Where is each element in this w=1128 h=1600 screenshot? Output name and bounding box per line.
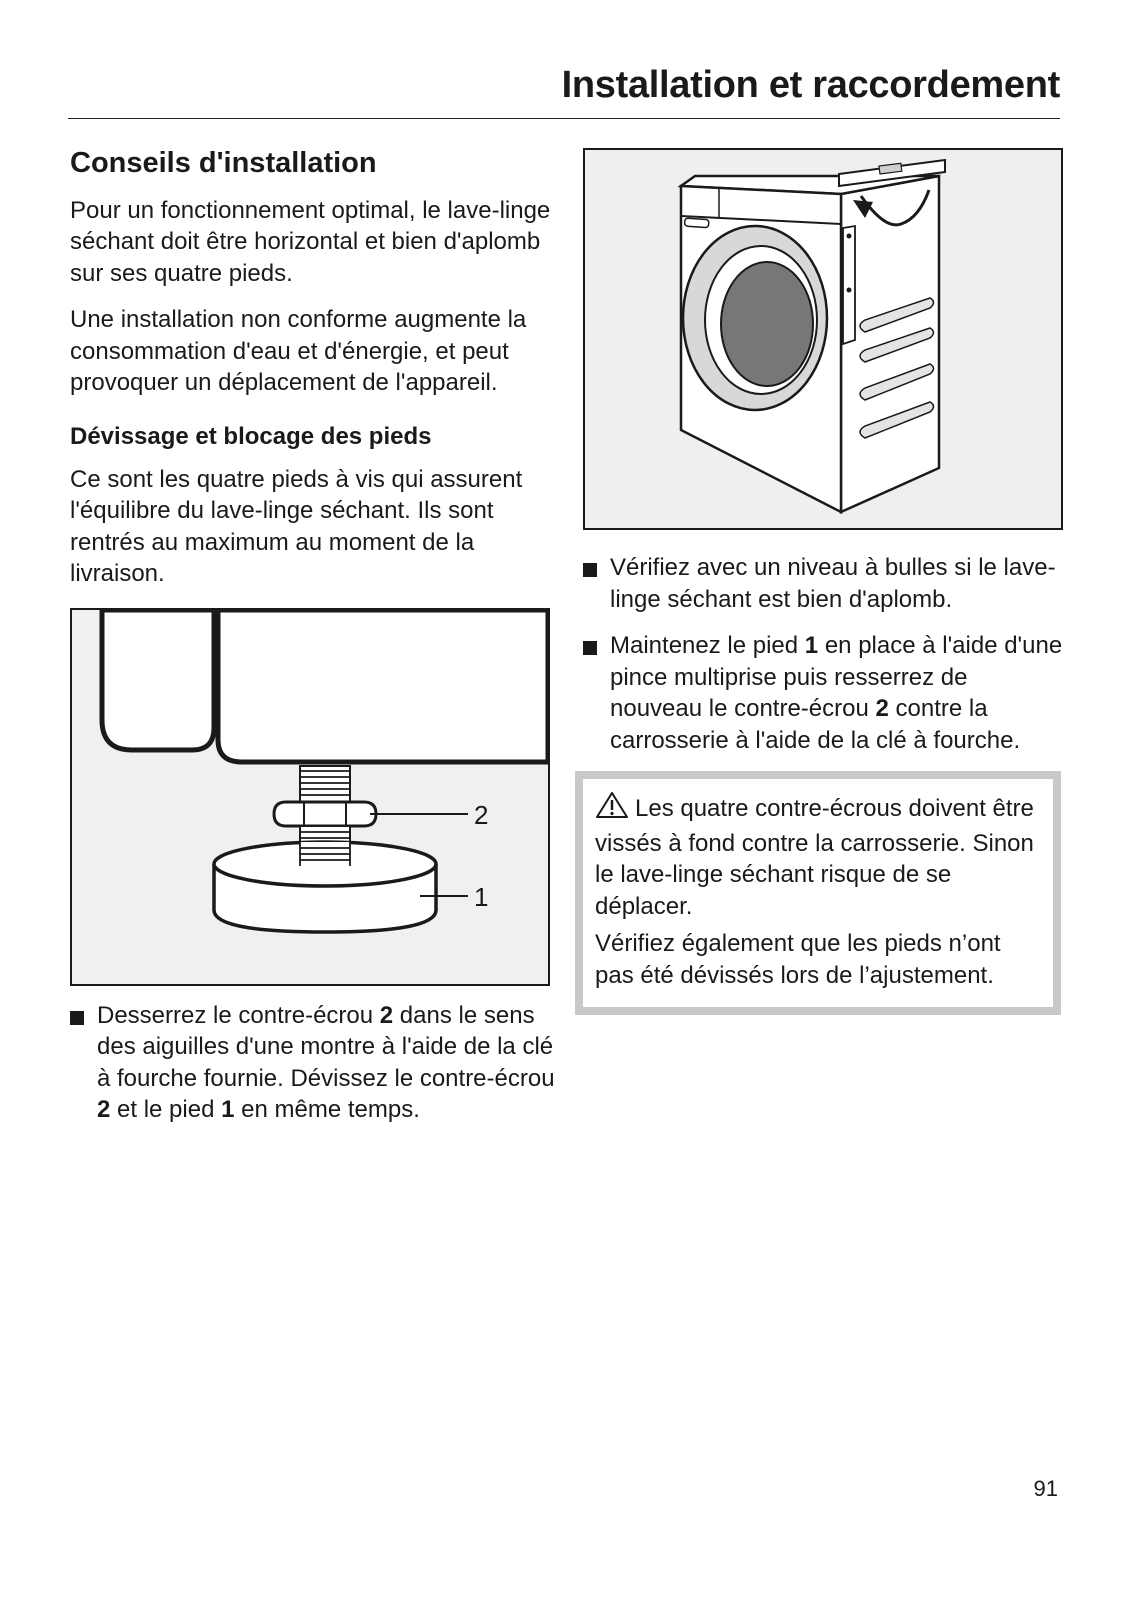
bullet-square-icon <box>583 563 597 577</box>
step-text: Vérifiez avec un niveau à bulles si le lave-linge séchant est bien d'aplomb. <box>610 554 1056 613</box>
warning-triangle-icon <box>595 791 629 828</box>
section-title: Conseils d'installation <box>70 147 377 179</box>
step-check-level <box>583 552 1063 615</box>
bullet-square-icon <box>70 1011 84 1025</box>
warning-text-1 <box>595 791 1041 922</box>
step-loosen-locknut <box>70 1000 555 1126</box>
callout-ref: 2 <box>379 1001 394 1029</box>
step-text: et le pied <box>110 1096 222 1124</box>
callout-ref: 2 <box>875 695 889 722</box>
step-text: contre la carrosserie à l'aide de la clé à fourche. <box>610 695 1021 754</box>
foot-diagram-svg <box>72 610 548 984</box>
callout-ref: 1 <box>221 1096 235 1124</box>
intro-paragraph-1: Pour un fonctionnement optimal, le lave-linge séchant doit être horizontal et bien d'aplomb sur ses quatre pieds. <box>70 196 551 287</box>
warning-box <box>575 771 1061 1015</box>
washer-diagram-svg <box>585 150 1061 528</box>
page-title: Installation et raccordement <box>561 64 1060 106</box>
step-text: Desserrez le contre-écrou <box>97 1001 380 1029</box>
right-column <box>583 146 1063 1015</box>
intro-paragraph-2: Une installation non conforme augmente la consommation d'eau et d'énergie, et peut provoquer un déplacement de l'appareil. <box>70 306 527 397</box>
step-text: en place à l'aide d'une pince multiprise puis resserrez de nouveau le contre-écrou <box>610 632 1063 722</box>
header-divider <box>68 118 1060 119</box>
step-text: dans le sens des aiguilles d'une montre à l'aide de la clé à fourche fournie. Dévissez le contre-écrou <box>97 1001 555 1092</box>
warning-text-2: Vérifiez également que les pieds n’ont pas été dévissés lors de l’ajustement. <box>595 930 1001 989</box>
step-text: en même temps. <box>234 1096 420 1124</box>
warning-line-1: Les quatre contre-écrous doivent être vissés à fond contre la carrosserie. Sinon le lave-linge séchant risque de se déplacer. <box>595 795 1034 920</box>
nut-callout-label: 2 <box>474 799 489 830</box>
step-text: Maintenez le pied <box>610 632 805 659</box>
callout-ref: 2 <box>97 1096 111 1124</box>
washer-level-illustration <box>583 148 1063 530</box>
left-column <box>70 146 555 1141</box>
callout-ref: 1 <box>804 632 819 659</box>
step-tighten-locknut <box>583 630 1063 756</box>
page-number: 91 <box>1033 1476 1058 1501</box>
foot-callout-label: 1 <box>474 881 489 912</box>
bullet-square-icon <box>583 641 597 655</box>
subsection-paragraph: Ce sont les quatre pieds à vis qui assurent l'équilibre du lave-linge séchant. Ils sont rentrés au maximum au moment de la livraison. <box>70 465 523 588</box>
foot-adjustment-illustration <box>70 608 550 986</box>
subsection-title: Dévissage et blocage des pieds <box>70 422 432 450</box>
